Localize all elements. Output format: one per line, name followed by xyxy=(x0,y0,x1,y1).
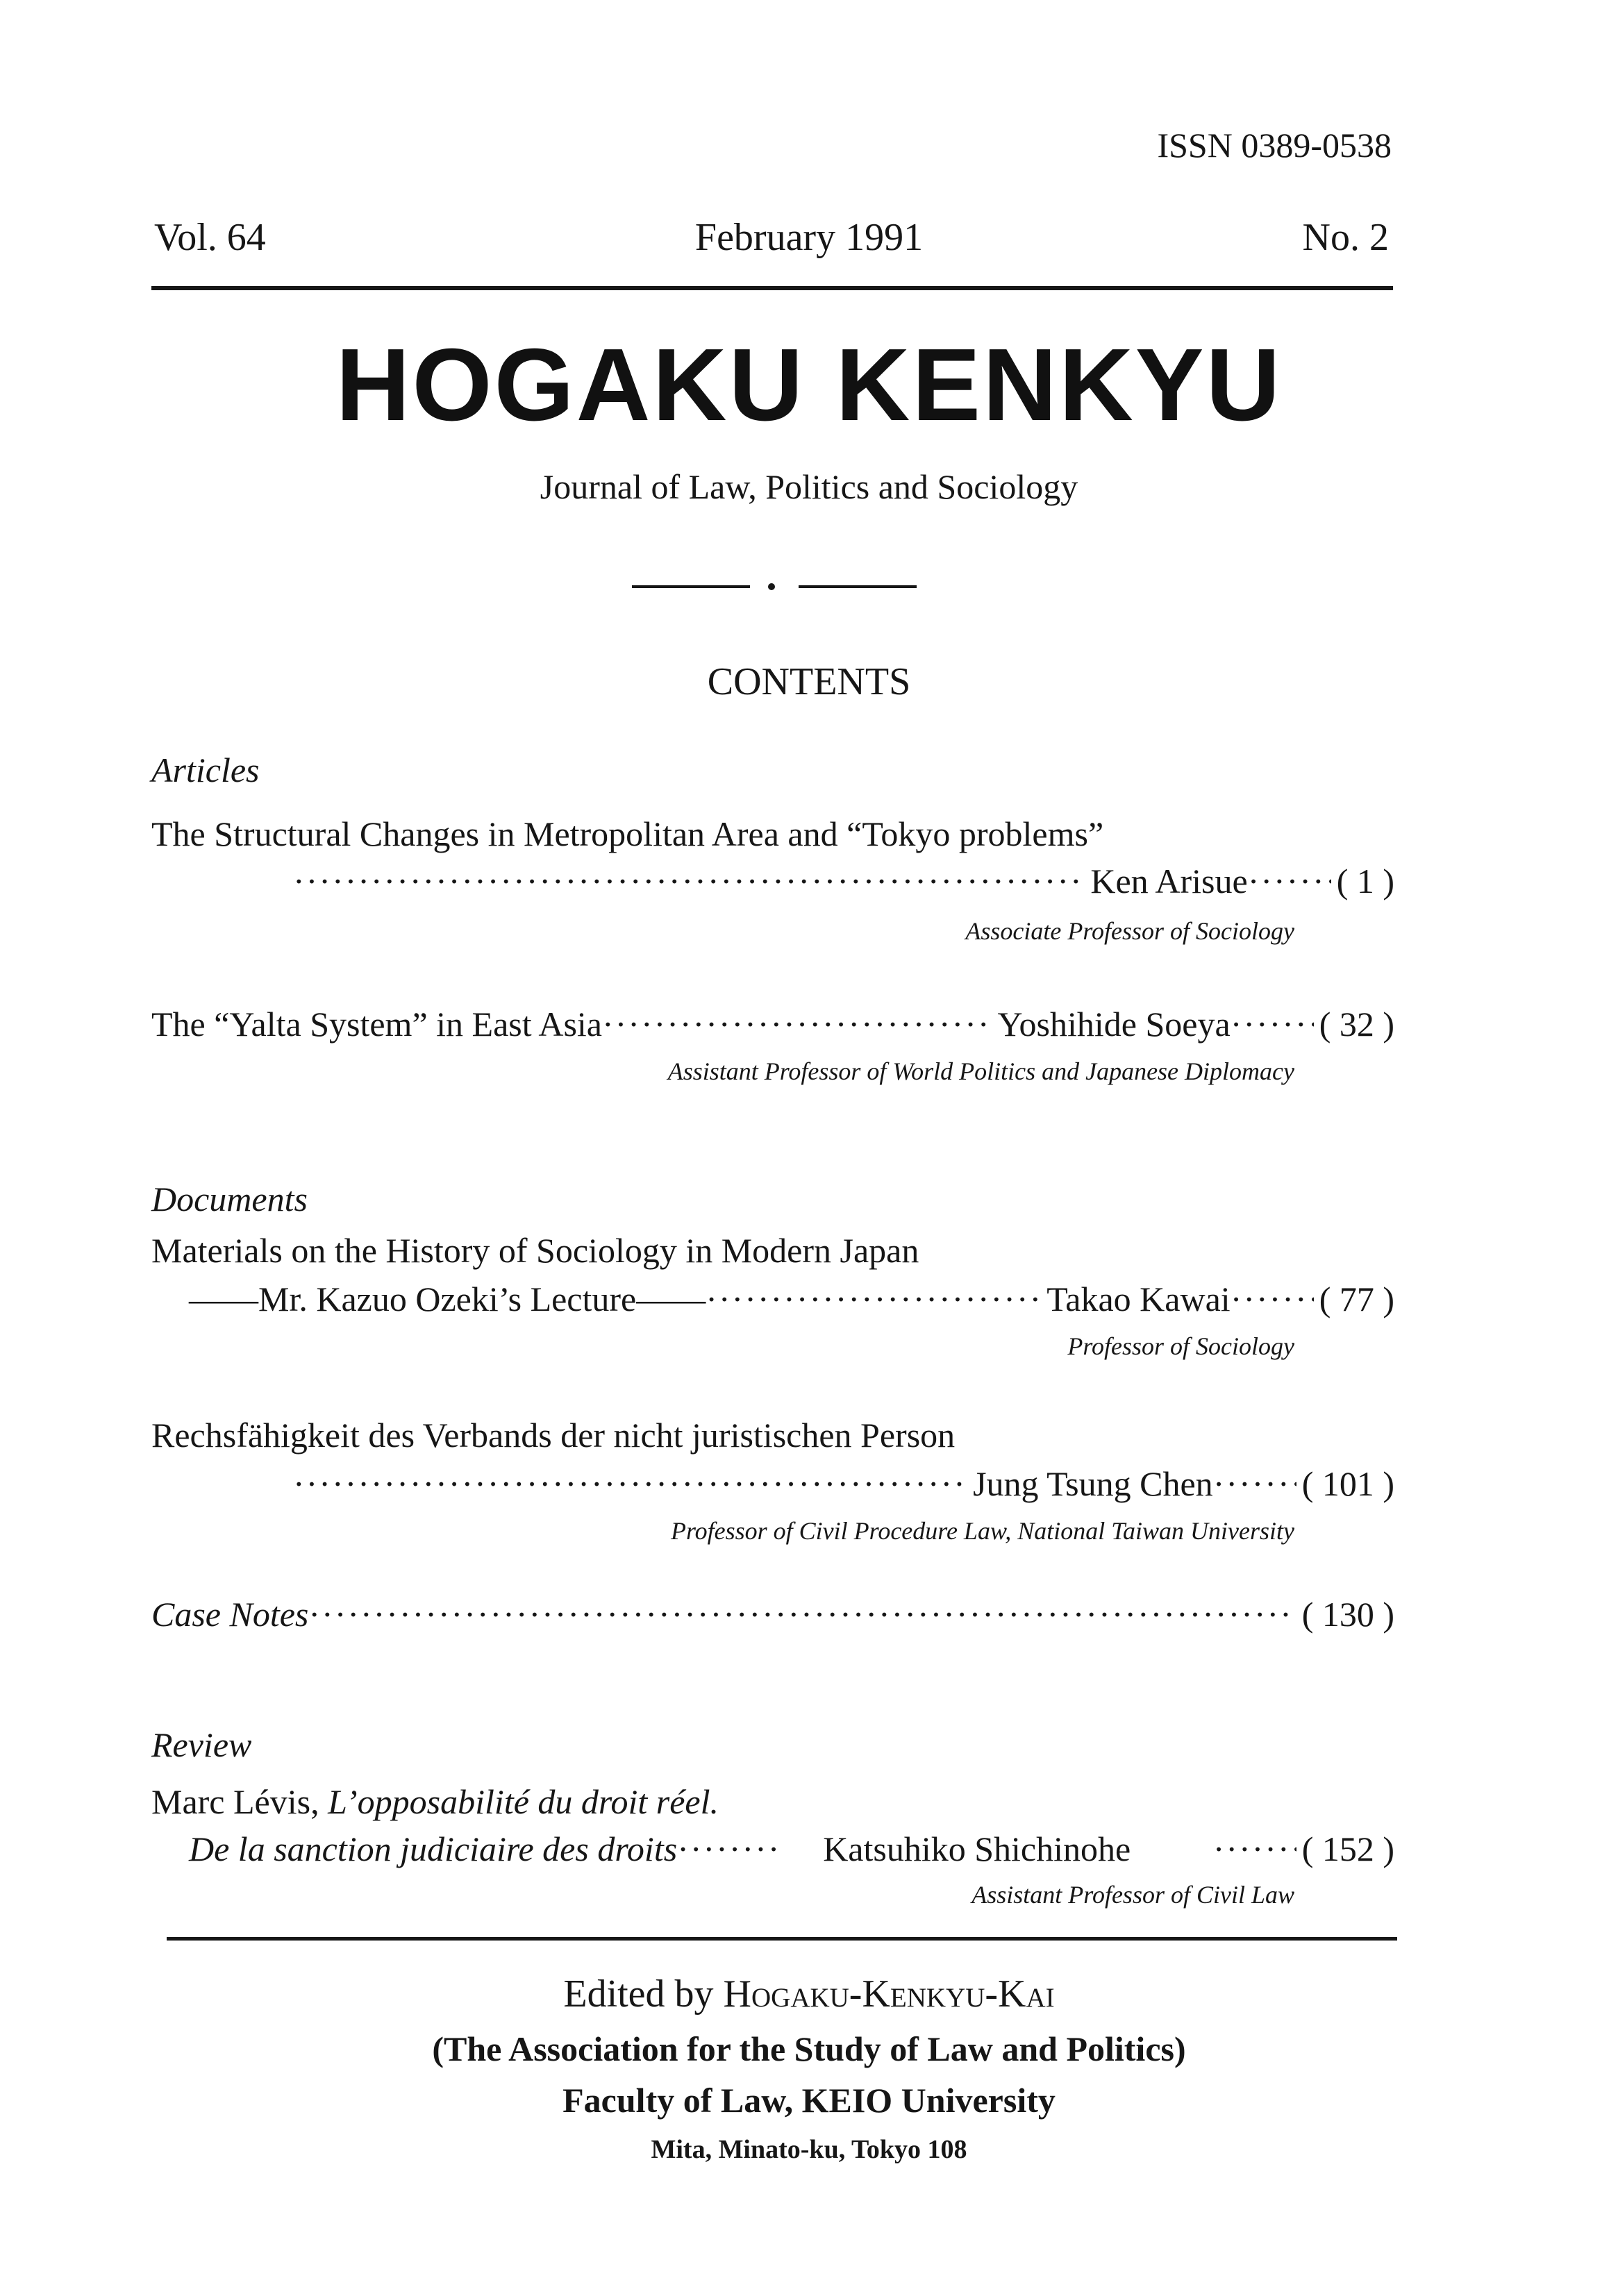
article-2-affiliation: Assistant Professor of World Politics and Japanese Diplomacy xyxy=(667,1057,1294,1085)
top-rule xyxy=(151,286,1393,290)
dot-leader xyxy=(706,1279,1041,1319)
case-notes-page: ( 130 ) xyxy=(1301,1595,1394,1634)
journal-subtitle: Journal of Law, Politics and Sociology xyxy=(540,467,1078,506)
bottom-rule xyxy=(167,1937,1397,1941)
dot-leader xyxy=(1248,861,1331,901)
article-1-page: ( 1 ) xyxy=(1336,862,1394,900)
document-2-affiliation: Professor of Civil Procedure Law, National Taiwan University xyxy=(670,1517,1294,1545)
review-1-book-title: L’opposabilité du droit réel. xyxy=(328,1782,719,1821)
document-2-entry xyxy=(293,1464,1394,1504)
article-2-title: The “Yalta System” in East Asia xyxy=(151,1005,602,1044)
dot-leader xyxy=(308,1594,1296,1634)
article-2-page: ( 32 ) xyxy=(1319,1005,1394,1044)
article-1-entry xyxy=(293,861,1394,901)
dot-leader xyxy=(1213,1464,1296,1504)
dot-leader xyxy=(1231,1004,1314,1044)
issue-number: No. 2 xyxy=(1302,216,1389,259)
section-case-notes: Case Notes xyxy=(151,1595,309,1634)
contents-heading: CONTENTS xyxy=(707,660,911,703)
dot-leader xyxy=(293,861,1085,901)
section-review: Review xyxy=(151,1725,252,1764)
document-2-title: Rechsfähigkeit des Verbands der nicht juristischen Person xyxy=(151,1416,956,1455)
section-articles: Articles xyxy=(151,751,260,789)
review-1-page: ( 152 ) xyxy=(1301,1829,1394,1868)
dot-leader xyxy=(293,1464,967,1504)
issue-date: February 1991 xyxy=(694,216,924,259)
volume: Vol. 64 xyxy=(154,216,266,259)
dot-leader xyxy=(677,1829,781,1869)
address: Mita, Minato-ku, Tokyo 108 xyxy=(651,2135,967,2164)
editor-name: Hogaku-Kenkyu-Kai xyxy=(723,1972,1055,2016)
edited-by-prefix: Edited by xyxy=(563,1972,714,2016)
article-2-author: Yoshihide Soeya xyxy=(997,1005,1231,1044)
document-1-author: Takao Kawai xyxy=(1046,1280,1231,1318)
article-1-affiliation: Associate Professor of Sociology xyxy=(965,917,1294,945)
article-1-title: The Structural Changes in Metropolitan Area and “Tokyo problems” xyxy=(151,814,1104,853)
article-2-entry xyxy=(151,1004,1394,1044)
issn: ISSN 0389-0538 xyxy=(1157,126,1392,165)
review-1-line1 xyxy=(151,1782,1394,1822)
document-1-affiliation: Professor of Sociology xyxy=(1067,1332,1294,1360)
document-1-entry xyxy=(189,1279,1394,1319)
review-1-book-subtitle: De la sanction judiciaire des droits xyxy=(189,1829,678,1868)
dot-leader xyxy=(1231,1279,1314,1319)
journal-title: HOGAKU KENKYU xyxy=(335,328,1283,442)
review-1-reviewed-author: Marc Lévis, xyxy=(151,1782,319,1821)
document-1-page: ( 77 ) xyxy=(1319,1280,1394,1318)
review-1-affiliation: Assistant Professor of Civil Law xyxy=(971,1881,1294,1909)
review-1-entry xyxy=(189,1829,1394,1869)
association-name: (The Association for the Study of Law and Politics) xyxy=(432,2029,1186,2068)
edited-by xyxy=(0,1972,1618,2016)
section-documents: Documents xyxy=(151,1180,308,1218)
ornament-divider xyxy=(632,583,917,590)
document-1-subtitle: ——Mr. Kazuo Ozeki’s Lecture—— xyxy=(189,1280,706,1318)
case-notes-entry xyxy=(151,1594,1394,1634)
review-1-author: Katsuhiko Shichinohe xyxy=(823,1829,1131,1868)
document-2-author: Jung Tsung Chen xyxy=(973,1464,1213,1503)
document-1-title: Materials on the History of Sociology in Modern Japan xyxy=(151,1231,919,1270)
document-2-page: ( 101 ) xyxy=(1301,1464,1394,1503)
dot-leader xyxy=(602,1004,992,1044)
article-1-author: Ken Arisue xyxy=(1090,862,1248,900)
dot-leader xyxy=(1213,1829,1296,1869)
faculty-name: Faculty of Law, KEIO University xyxy=(562,2081,1056,2120)
